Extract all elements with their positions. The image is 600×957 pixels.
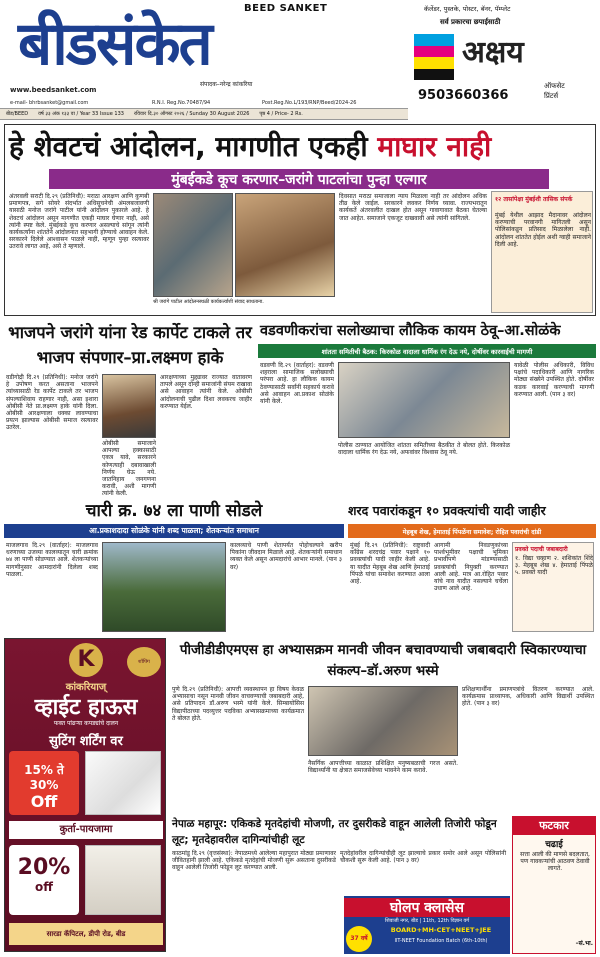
lead-caption: श्री जरांगे पाटील आंदोलनस्थळी कार्यकर्त्यांशी संवाद साधताना. — [153, 299, 264, 305]
lead-photo-1 — [153, 193, 233, 297]
story-nepal — [170, 816, 508, 896]
story-nepal-headline: नेपाळ महापूर: एकिकडे मृतदेहांची मोजणी, तर दुसरीकडे वाहून आलेली तिजोरी फोडून लूट; मृतदेहावरील दागिन्यांचीही लूट — [172, 818, 497, 846]
ad-fatkar-body: सत्ता आली की माणसे बदलतात, पण गावकऱ्यांची आठवण ठेवावी लागते. — [520, 851, 590, 873]
story-bhasme-photo — [308, 686, 458, 756]
lead-headline — [5, 127, 595, 167]
story-bhasme-body1: पुणे दि.२९ (प्रतिनिधी): आपत्ती व्यवस्थापन हा विषय केवळ अभ्यासाचा नसून मानवी जीवन वाचवण्याची जबाबदारी आहे, असे प्रतिपादन डॉ.अरुण भस्मे यांनी केले. सिम्बायोसिस विद्यापीठाच्या पदव्युत्तर पदविका अभ्यासक्रमाच्या कार्यक्रमात ते बोलत होते. — [172, 686, 304, 722]
story-pawar-headline: शरद पवारांकडून १० प्रवक्त्यांची यादी जाहीर — [348, 503, 546, 518]
masthead-website[interactable]: www.beedsanket.com — [10, 86, 97, 94]
ad-whitehouse-discount2-off: off — [35, 880, 53, 894]
masthead-post: Post.Reg.No.L/193/RNP/Beed/2024-26 — [262, 100, 357, 106]
ad-whitehouse-discount1-value: 15% ते 30% — [24, 763, 64, 792]
ad-whitehouse-discount2-value: 20% — [17, 855, 71, 880]
story-solanke-subhead: शांतता समितीची बैठक: किरकोळ वादाला धार्मिक रंग देऊ नये, दोषींवर कारवाईची मागणी — [258, 344, 596, 358]
ad-akshay-phone[interactable]: 9503660366 — [418, 88, 509, 103]
ad-fatkar-sign: –सं.भा. — [575, 940, 593, 947]
story-solanke-body1: वडवणी दि.२९ (वार्ताहर): वडवणी शहराला सामाजिक सलोख्याची परंपरा आहे. हा लौकिक कायम ठेवण्यासाठी सर्वांनी सहकार्य करावे असे आवाहन आ.प्रकाश सोळंके यांनी केले. — [260, 362, 334, 406]
story-bhasme-headline: पीजीडीडीएमएस हा अभ्यासक्रम मानवी जीवन बचावण्याची जबाबदारी स्विकारण्याचा संकल्प–डॉ.अरुण भस्मे — [179, 642, 587, 679]
lead-body-right: दिवसात मराठा समाजाला न्याय मिळाला नाही तर आंदोलन अधिक तीव्र केले जाईल. सरकारने लवकर निर्णय घ्यावा. राज्यभरातून कार्यकर्ते अंतरवलीत दाखल होत असून गावागावात बैठका घेतल्या जात आहेत. समाजाने एकजूट दाखवावी असे त्यांनी सांगितले. — [339, 193, 487, 222]
masthead-pages: पृष्ठ 4 / Price- 2 Rs. — [259, 111, 303, 117]
story-solanke-photo — [338, 362, 510, 438]
ad-whitehouse-title: व्हाईट हाऊस — [34, 695, 138, 720]
ad-whitehouse-kurta: कुर्ता-पायजामा — [9, 821, 163, 839]
masthead — [0, 0, 600, 124]
lead-body-left: अंतरवली सराटी दि.२९ (प्रतिनिधी): मराठा आरक्षण आणि कुणबी प्रमाणपत्र, सगे सोयरे संदर्भात अधिसूचनेची अंमलबजावणी यासाठी मनोज जरांगे पाटील यांनी आंदोलन पुकारले आहे. हे शेवटचं आंदोलन असून मागणीत एकही माघार घेणार नाही, असे त्यांनी स्पष्ट केले. मुंबईकडे कूच करणार असल्याचे सांगून त्यांनी कार्यकर्त्यांना शांततेने आंदोलनात सहभागी होण्याचे आवाहन केले. सरकारने दिलेले आश्वासन पाळले नाही, म्हणून पुन्हा रस्त्यावर उतरावे लागत आहे, असे ते म्हणाले. — [9, 193, 149, 251]
story-hake-body3: आरक्षणाच्या मुद्द्यावर राज्यात वातावरण तापले असून दोन्ही समाजांनी संयम राखावा असे आवाहन त्यांनी केले. ओबीसी आंदोलनाची पुढील दिशा लवकरच जाहीर करण्यात येईल. — [160, 374, 252, 410]
ad-whitehouse-kurta-photo — [85, 845, 161, 915]
masthead-rni: R.N.I. Reg.No.70487/94 — [152, 100, 211, 106]
story-chari-body1: माजलगाव दि.२९ (वार्ताहर): माजलगाव धरणाच्या उजव्या कालव्यातून चारी क्रमांक ७४ ला पाणी सोडण्यात आले. शेतकऱ्यांच्या मागणीनुसार आमदारांनी दिलेला शब्द पाळला. — [6, 542, 98, 578]
ad-akshay-line2: सर्व प्रकारचा छपाईसाठी — [440, 18, 501, 26]
story-hake-body1: वडीगोद्री दि.२९ (प्रतिनिधी): मनोज जरांगे हे उपोषण करत असताना भाजपने त्यांच्यासाठी रेड कार्पेट टाकले तर भाजप संपल्याशिवाय राहणार नाही, असा इशारा ओबीसी नेते प्रा.लक्ष्मण हाके यांनी दिला. ओबीसी आरक्षणाला धक्का लावण्याचा प्रयत्न झाल्यास ओबीसी समाज रस्त्यावर उतरेल. — [6, 374, 98, 432]
story-pawar-box — [512, 542, 594, 632]
ad-fatkar-title: फटकार — [513, 817, 595, 835]
ad-akshay-brand: अक्षय — [462, 35, 524, 70]
lead-sidebox-body: मुंबई येथील आझाद मैदानावर आंदोलन करण्याची परवानगी मागितली असून पोलिसांकडून प्रतिसाद मिळालेला नाही. आंदोलन शांततेत होईल अशी ग्वाही समाजाने दिली आहे. — [495, 212, 591, 248]
story-chari-photo — [102, 542, 226, 632]
ad-whitehouse[interactable] — [4, 638, 166, 952]
ad-gholap-sub: शिवाजी नगर, बीड | 11th, 12th विज्ञान वर्ग — [384, 918, 470, 924]
lead-photo-2 — [235, 193, 335, 297]
ad-akshay[interactable] — [410, 2, 598, 118]
ad-akshay-sub2: प्रिंटर्स — [544, 92, 559, 100]
story-pawar-body1: मुंबई दि.२९ (प्रतिनिधी): राष्ट्रवादी काँग्रेस शरदचंद्र पवार पक्षाने १० प्रवक्त्यांची यादी जाहीर केली आहे. या यादीत मेहबूब शेख आणि हेमाताई पिंपळे यांचा समावेश करण्यात आला आहे. — [350, 542, 430, 586]
ad-gholap-line2: IIT-NEET Foundation Batch (6th-10th) — [394, 938, 488, 944]
masthead-city: बीड/BEED — [6, 111, 29, 117]
ad-akshay-line1: कॅलेंडर, पुस्तके, पोस्टर, बॅनर, पॅम्प्लेट — [424, 5, 511, 13]
ad-gholap-badge: 37 वर्षे — [346, 926, 372, 952]
story-pawar-box-title: प्रवक्ते पदाची जबाबदारी — [515, 546, 568, 553]
ad-akshay-colorbar — [414, 34, 454, 80]
story-bhasme-body2: नैसर्गिक आपत्तीच्या काळात प्रशिक्षित मनुष्यबळाची गरज असते. विद्यार्थ्यांनी या क्षेत्रात समाजसेवेच्या भावनेने काम करावे. — [308, 760, 458, 775]
story-pawar-box-body: १. विद्या चव्हाण २. शशिकांत शिंदे ३. मेहबूब शेख ४. हेमाताई पिंपळे ५. प्रवक्ते यादी — [515, 555, 593, 577]
masthead-topname: BEED SANKET — [244, 3, 328, 14]
story-solanke-body3: यावेळी पोलीस अधिकारी, विविध पक्षांचे पदाधिकारी आणि नागरिक मोठ्या संख्येने उपस्थित होते. दोषींवर कडक कारवाई करण्याची मागणी करण्यात आली. (पान ३ वर) — [514, 362, 594, 398]
story-chari-body2: कालव्याचे पाणी शेतापर्यंत पोहोचल्याने खरीप पिकांना जीवदान मिळाले आहे. शेतकऱ्यांनी समाधान व्यक्त केले असून आमदारांचे आभार मानले. (पान ३ वर) — [230, 542, 342, 571]
masthead-issue: वर्ष ३३ अंक १३३ वा / Year 33 Issue 133 — [38, 111, 124, 117]
ad-whitehouse-brand: कांकरियाज् — [65, 682, 107, 693]
story-chari-subhead: आ.प्रकाशदादा सोळंके यांनी शब्द पाळला; शेतकऱ्यांत समाधान — [4, 524, 344, 538]
ad-gholap[interactable] — [344, 896, 510, 954]
story-nepal-body1: काठमांडू दि.२९ (वृत्तसंस्था): नेपाळमध्ये आलेल्या महापुरात मोठ्या प्रमाणावर जीवितहानी झाली आहे. एकिकडे मृतदेहांची मोजणी सुरू असताना दुसरीकडे वाहून आलेली तिजोरी फोडून लूट करण्यात आली. — [172, 850, 336, 872]
ad-whitehouse-discount2 — [9, 845, 79, 915]
story-solanke — [258, 318, 596, 496]
ad-whitehouse-discount1 — [9, 751, 79, 815]
ad-whitehouse-suiting: सुटिंग शर्टिंग वर — [49, 734, 123, 749]
story-hake-photo — [102, 374, 156, 438]
story-bhasme — [170, 638, 596, 814]
story-hake-body2: ओबीसी समाजाने आपल्या हक्कासाठी एकत्र यावे, सरकारने कोणत्याही दबावाखाली निर्णय घेऊ नये. जातनिहाय जनगणना करावी, अशी मागणी त्यांनी केली. — [102, 440, 156, 498]
lead-sidebox — [491, 191, 593, 313]
masthead-email[interactable]: e-mail- bhrbsanket@gmail.com — [10, 100, 89, 106]
lead-sidebox-title: १२ तासांपेक्षा मुंबईशी तासिक संपर्क — [495, 196, 573, 203]
story-pawar — [348, 498, 596, 636]
story-hake — [4, 318, 256, 496]
story-hake-headline: भाजपने जरांगे यांना रेड कार्पेट टाकले तर भाजप संपणार–प्रा.लक्ष्मण हाके — [8, 323, 252, 367]
story-bhasme-body3: प्रशिक्षणार्थींना प्रमाणपत्रांचे वितरण करण्यात आले. कार्यक्रमास प्राध्यापक, अधिकारी आणि विद्यार्थी उपस्थित होते. (पान ३ वर) — [462, 686, 594, 708]
ad-whitehouse-discount1-off: Off — [30, 792, 58, 811]
masthead-logo: बीडसंकेत — [18, 9, 211, 79]
masthead-dateline — [0, 108, 408, 120]
ad-whitehouse-address: सारडा कॅपिटल, डीपी रोड, बीड — [9, 923, 163, 945]
ad-whitehouse-badge: शॉपिंग — [127, 647, 161, 677]
ad-whitehouse-logo: K — [69, 643, 103, 677]
story-chari-headline: चारी क्र. ७४ ला पाणी सोडले — [85, 501, 263, 521]
ad-whitehouse-fabric-photo — [85, 751, 161, 815]
masthead-editor: संपादक–नरेन्द्र कांकरिया — [200, 81, 253, 88]
ad-whitehouse-tag: फक्त पांढऱ्या कपड्यांचे दालन — [53, 720, 119, 727]
lead-headline-black: हे शेवटचं आंदोलन, मागणीत एकही — [9, 130, 368, 163]
ad-fatkar-sub: चढाई — [545, 840, 563, 850]
ad-fatkar — [512, 816, 596, 954]
lead-subhead: मुंबईकडे कूच करणार–जरांगे पाटलांचा पुन्हा एल्गार — [49, 169, 549, 189]
masthead-date: रविवार दि.३० ऑगस्ट २०२६ / Sunday 30 August 2026 — [133, 111, 250, 117]
story-pawar-subhead: मेहबूब शेख, हेमाताई पिंपळेंना समावेश; रोहित पवारांची दांडी — [348, 524, 596, 538]
ad-gholap-line1: BOARD+MH-CET+NEET+JEE — [390, 926, 492, 934]
story-chari — [4, 498, 344, 636]
story-nepal-body2: मृतदेहांवरील दागिन्यांचीही लूट झाल्याचे प्रकार समोर आले असून पोलिसांनी चौकशी सुरू केली आहे. (पान ३ वर) — [340, 850, 506, 865]
lead-story — [4, 124, 596, 316]
story-solanke-headline: वडवणीकरांचा सलोख्याचा लौकिक कायम ठेवू–आ.सोळंके — [260, 323, 561, 339]
ad-akshay-sub1: ऑफसेट — [544, 82, 565, 90]
ad-gholap-title: घोलप क्लासेस — [344, 898, 510, 917]
lead-headline-red: माघार नाही — [377, 130, 492, 163]
story-pawar-body2: आगामी निवडणुकांच्या पार्श्वभूमीवर पक्षाची भूमिका प्रभावीपणे मांडण्यासाठी प्रवक्त्यांची नियुक्ती करण्यात आली आहे. मात्र आ.रोहित पवार यांचे नाव यादीत नसल्याने चर्चेला उधाण आले आहे. — [434, 542, 508, 593]
story-solanke-body2: पोलीस ठाण्यात आयोजित शांतता समितीच्या बैठकीत ते बोलत होते. किरकोळ वादाला धार्मिक रंग देऊ नये, अफवांवर विश्वास ठेवू नये. — [338, 442, 510, 457]
